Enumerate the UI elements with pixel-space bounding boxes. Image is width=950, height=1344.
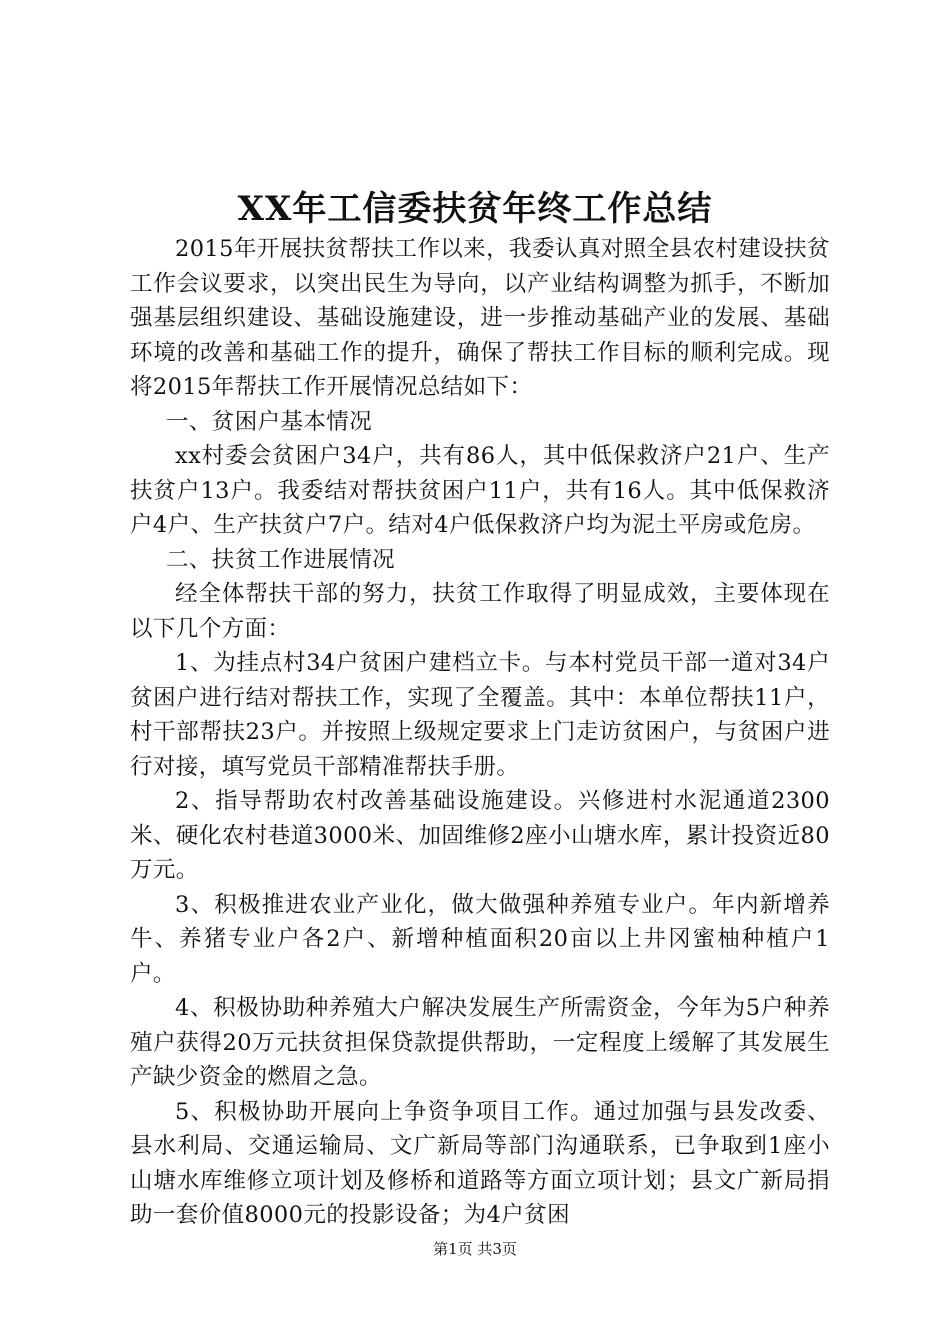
basic-situation-paragraph: xx村委会贫困户34户，共有86人，其中低保救济户21户、生产扶贫户13户。我委结对帮扶贫困户11户，共有16人。其中低保救济户4户、生产扶贫户7户。结对4户低保救济户均为泥土平房或危房。 — [130, 443, 830, 538]
item-3-paragraph: 3、积极推进农业产业化，做大做强种养殖专业户。年内新增养牛、养猪专业户各2户、新增种植面积20亩以上井冈蜜柚种植户1户。 — [130, 891, 830, 987]
section-heading-2: 二、扶贫工作进展情况 — [166, 546, 396, 573]
document-title: XX年工信委扶贫年终工作总结 — [237, 189, 713, 229]
item-5-paragraph: 5、积极协助开展向上争资争项目工作。通过加强与县发改委、县水利局、交通运输局、文广新局等部门沟通联系，已争取到1座小山塘水库维修立项计划及修桥和道路等方面立项计划；县文广新局捐助一套价值8000元的投影设备；为4户贫困 — [130, 1098, 830, 1228]
document-body — [130, 232, 830, 1233]
item-2-paragraph: 2、指导帮助农村改善基础设施建设。兴修进村水泥通道2300米、硬化农村巷道3000米、加固维修2座小山塘水库，累计投资近80万元。 — [130, 788, 830, 883]
progress-intro-paragraph: 经全体帮扶干部的努力，扶贫工作取得了明显成效，主要体现在以下几个方面： — [130, 581, 830, 642]
item-1-paragraph: 1、为挂点村34户贫困户建档立卡。与本村党员干部一道对34户贫困户进行结对帮扶工作，实现了全覆盖。其中：本单位帮扶11户，村干部帮扶23户。并按照上级规定要求上门走访贫困户，与贫困户进行对接，填写党员干部精准帮扶手册。 — [130, 650, 830, 780]
item-4-paragraph: 4、积极协助种养殖大户解决发展生产所需资金，今年为5户种养殖户获得20万元扶贫担保贷款提供帮助，一定程度上缓解了其发展生产缺少资金的燃眉之急。 — [130, 995, 830, 1090]
page-footer: 第1页 共3页 — [433, 1240, 517, 1258]
intro-paragraph: 2015年开展扶贫帮扶工作以来，我委认真对照全县农村建设扶贫工作会议要求，以突出民生为导向，以产业结构调整为抓手，不断加强基层组织建设、基础设施建设，进一步推动基础产业的发展、基础环境的改善和基础工作的提升，确保了帮扶工作目标的顺利完成。现将2015年帮扶工作开展情况总结如下： — [130, 236, 830, 400]
section-heading-1: 一、贫困户基本情况 — [166, 408, 373, 435]
